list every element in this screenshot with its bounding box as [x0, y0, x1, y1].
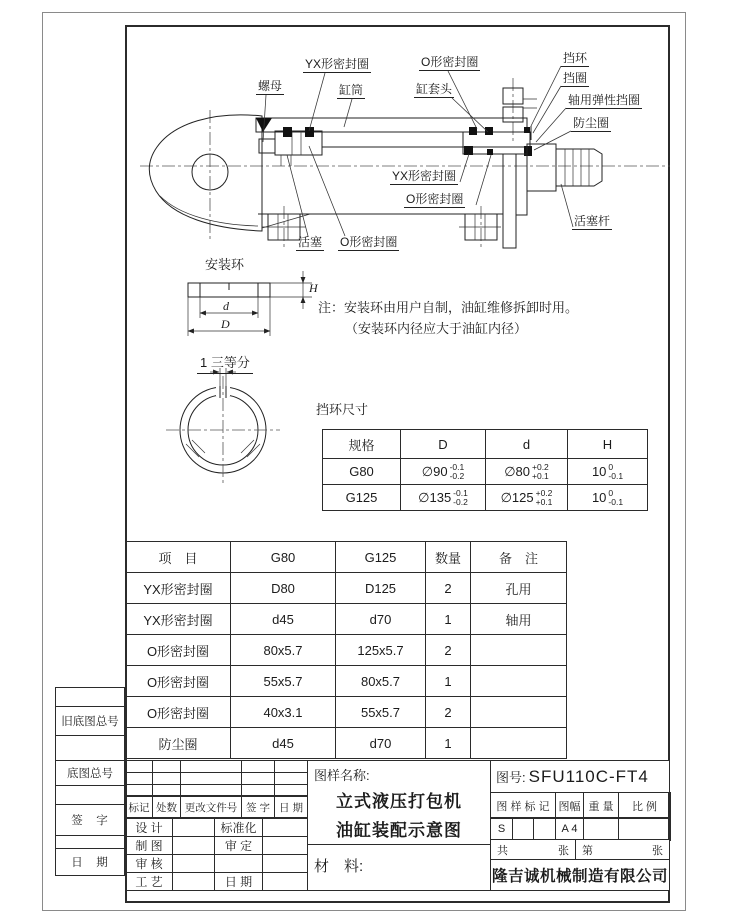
callout-piston: 活塞 — [298, 235, 323, 249]
sheets-total-cell — [490, 839, 576, 860]
value: ∅80 — [504, 463, 530, 479]
callout-stop-ring: 挡环 — [563, 51, 588, 65]
margin-empty — [55, 785, 125, 805]
rev-header-mark: 标记 — [126, 796, 153, 819]
cell — [153, 773, 181, 785]
tol-lower: +0.1 — [532, 470, 549, 481]
ring-cell-D — [401, 459, 486, 485]
margin-empty — [55, 735, 125, 761]
cell-qty: 1 — [426, 666, 471, 697]
three-split-text: 三等分 — [210, 355, 250, 370]
value: ∅90 — [421, 463, 448, 479]
material-label: 材 料: — [314, 858, 364, 875]
cell — [263, 873, 308, 891]
drawing-number-box — [490, 760, 670, 793]
callout-piston-rod: 活塞杆 — [574, 214, 611, 228]
rev-row — [126, 873, 308, 891]
stop-ring-dimension-table — [322, 429, 648, 511]
cell — [263, 855, 308, 873]
cell-g80: d45 — [231, 728, 336, 759]
sheets-index-unit: 张 — [652, 844, 663, 857]
ring-cell-H — [568, 459, 648, 485]
note-prefix: 注： — [318, 300, 345, 315]
seal-parts-table — [125, 541, 567, 759]
ring-cell-H — [568, 485, 648, 511]
cell-item: YX形密封圈 — [126, 604, 231, 635]
parts-row — [126, 604, 567, 635]
dim-D-label: D — [221, 317, 230, 331]
cell-g125: d70 — [336, 604, 426, 635]
parts-row — [126, 666, 567, 697]
callout-o-seal-top: O形密封圈 — [421, 55, 479, 69]
ring-cell-spec: G125 — [323, 485, 401, 511]
parts-row — [126, 728, 567, 759]
revision-empty-grid — [125, 760, 308, 797]
rev-header-docno: 更改文件号 — [181, 796, 242, 819]
callout-yx-seal-top: YX形密封圈 — [305, 57, 370, 71]
rev-header-count: 处数 — [153, 796, 181, 819]
note-line2: （安装环内径应大于油缸内径） — [345, 321, 528, 336]
cell-g80: 55x5.7 — [231, 666, 336, 697]
cell-g125: 80x5.7 — [336, 666, 426, 697]
rev-row — [126, 818, 308, 837]
ring-cell-d — [486, 485, 568, 511]
tol-lower: -0.1 — [608, 470, 624, 481]
parts-header-qty: 数量 — [426, 542, 471, 573]
ring-header-spec: 规格 — [323, 430, 401, 459]
tol-upper: -0.1 — [449, 462, 465, 472]
rev-standardization: 标准化 — [215, 818, 263, 837]
install-ring-title: 安装环 — [205, 257, 245, 272]
ring-table-title: 挡环尺寸 — [316, 402, 369, 417]
value: 10 — [591, 464, 607, 479]
tol-upper: +0.2 — [532, 462, 549, 472]
cell — [263, 818, 308, 837]
scale-value — [619, 818, 671, 841]
three-split-gap-value: 1 — [200, 355, 208, 370]
rev-header-date: 日 期 — [275, 796, 308, 819]
mark-value-row — [490, 817, 671, 841]
rev-row — [126, 855, 308, 873]
tol-upper: +0.2 — [535, 488, 553, 498]
cell-remark: 孔用 — [471, 573, 567, 604]
cell-g125: D125 — [336, 573, 426, 604]
drawing-number-label: 图号: — [496, 770, 526, 785]
sheets-total-prefix: 共 — [497, 844, 508, 857]
cell-qty: 2 — [426, 573, 471, 604]
drawing-name-box — [307, 760, 491, 845]
callout-head: 缸套头 — [416, 82, 453, 96]
cell — [126, 761, 153, 773]
cell-g80: d45 — [231, 604, 336, 635]
value: ∅135 — [418, 489, 452, 505]
scale-header: 比 例 — [619, 793, 671, 819]
parts-header-item: 项 目 — [126, 542, 231, 573]
margin-empty — [55, 835, 125, 849]
rev-design: 设 计 — [126, 818, 173, 837]
size-header: 图幅 — [556, 793, 584, 819]
value: ∅125 — [500, 489, 534, 505]
cell-g125: 125x5.7 — [336, 635, 426, 666]
company-box — [490, 859, 670, 891]
cell-remark — [471, 666, 567, 697]
weight-value — [584, 818, 619, 841]
callout-shaft-circlip: 轴用弹性挡圈 — [568, 93, 641, 107]
parts-row — [126, 635, 567, 666]
cell — [173, 873, 215, 891]
mark-value-s: S — [491, 818, 513, 841]
rev-header-sign: 签 字 — [242, 796, 275, 819]
margin-date: 日 期 — [55, 848, 125, 876]
cell — [215, 855, 263, 873]
rev-date: 日 期 — [215, 873, 263, 891]
cell-remark: 轴用 — [471, 604, 567, 635]
revision-signature-grid — [125, 817, 308, 891]
parts-header-g80: G80 — [231, 542, 336, 573]
rev-row — [126, 837, 308, 855]
cell — [173, 818, 215, 837]
mark-header: 图 样 标 记 — [491, 793, 556, 819]
tol-lower: +0.1 — [535, 496, 553, 507]
callout-nut: 螺母 — [258, 79, 283, 93]
cell-g80: D80 — [231, 573, 336, 604]
weight-header: 重 量 — [584, 793, 619, 819]
cell-g80: 80x5.7 — [231, 635, 336, 666]
tol-upper: -0.1 — [453, 488, 468, 498]
tol-lower: -0.2 — [449, 470, 465, 481]
parts-header-row — [126, 542, 567, 573]
parts-row — [126, 697, 567, 728]
sheets-total-unit: 张 — [558, 844, 569, 857]
cell — [534, 818, 556, 841]
ring-table-row-g80 — [323, 459, 648, 485]
cell — [173, 837, 215, 855]
rev-approve: 审 定 — [215, 837, 263, 855]
rev-check: 审 核 — [126, 855, 173, 873]
drawing-name-line2: 油缸装配示意图 — [336, 821, 462, 840]
margin-empty — [55, 687, 125, 707]
dim-H-label: H — [309, 281, 318, 295]
ring-header-d: d — [486, 430, 568, 459]
cell-qty: 2 — [426, 697, 471, 728]
tol-upper: 0 — [608, 488, 614, 498]
cell — [275, 761, 308, 773]
usage-note — [318, 297, 578, 339]
callout-dust-seal: 防尘圈 — [573, 116, 610, 130]
ring-cell-spec: G80 — [323, 459, 401, 485]
cell-item: 防尘圈 — [126, 728, 231, 759]
cell — [263, 837, 308, 855]
cell-remark — [471, 635, 567, 666]
cell — [153, 761, 181, 773]
cell — [181, 773, 242, 785]
revision-header-row — [125, 795, 308, 819]
margin-base-no: 底图总号 — [55, 760, 125, 786]
ring-table-header-row — [323, 430, 648, 459]
callout-o-seal-bottom: O形密封圈 — [340, 235, 398, 249]
sheet-size-value: A 4 — [556, 818, 584, 841]
note-line1: 安装环由用户自制，油缸维修拆卸时用。 — [344, 300, 579, 315]
cell-item: O形密封圈 — [126, 635, 231, 666]
callout-retainer-ring: 挡圈 — [563, 71, 588, 85]
cell-remark — [471, 697, 567, 728]
margin-label-stack — [55, 688, 125, 876]
ring-cell-d — [486, 459, 568, 485]
cell — [126, 773, 153, 785]
cell — [242, 761, 275, 773]
tol-lower: -0.1 — [608, 496, 624, 507]
install-ring-detail — [188, 271, 312, 336]
drawing-name-label: 图样名称: — [314, 768, 370, 783]
parts-header-remark: 备 注 — [471, 542, 567, 573]
tol-lower: -0.2 — [453, 496, 468, 507]
three-split-label — [197, 352, 253, 374]
cell-g125: 55x5.7 — [336, 697, 426, 728]
three-split-ring-view — [166, 368, 280, 486]
cell — [173, 855, 215, 873]
parts-header-g125: G125 — [336, 542, 426, 573]
cell-qty: 1 — [426, 728, 471, 759]
material-box — [307, 844, 491, 891]
cell — [513, 818, 534, 841]
margin-old-base-no: 旧底图总号 — [55, 706, 125, 736]
ring-cell-D — [401, 485, 486, 511]
rev-draft: 制 图 — [126, 837, 173, 855]
cell-item: O形密封圈 — [126, 697, 231, 728]
cell-qty: 2 — [426, 635, 471, 666]
company-name: 隆吉诚机械制造有限公司 — [491, 868, 668, 885]
dim-d-label: d — [223, 299, 229, 313]
sheets-index-prefix: 第 — [582, 844, 593, 857]
cell — [181, 761, 242, 773]
drawing-number-value: SFU110C-FT4 — [528, 766, 649, 786]
cell-item: YX形密封圈 — [126, 573, 231, 604]
ring-header-D: D — [401, 430, 486, 459]
mark-header-row — [490, 792, 671, 819]
sheets-index-cell — [575, 839, 670, 860]
ring-table-row-g125 — [323, 485, 648, 511]
callout-yx-seal-mid: YX形密封圈 — [392, 169, 457, 183]
cell — [275, 773, 308, 785]
callout-o-seal-mid: O形密封圈 — [406, 192, 464, 206]
tol-upper: 0 — [608, 462, 614, 472]
cell-item: O形密封圈 — [126, 666, 231, 697]
cell-g80: 40x3.1 — [231, 697, 336, 728]
revision-empty-row — [126, 773, 308, 785]
ring-header-H: H — [568, 430, 648, 459]
drawing-name-line1: 立式液压打包机 — [336, 792, 462, 811]
value: 10 — [591, 490, 607, 505]
margin-signature: 签 字 — [55, 804, 125, 836]
callout-barrel: 缸筒 — [339, 83, 364, 97]
revision-empty-row — [126, 761, 308, 773]
cell-g125: d70 — [336, 728, 426, 759]
cell — [242, 773, 275, 785]
cell-remark — [471, 728, 567, 759]
rev-process: 工 艺 — [126, 873, 173, 891]
parts-row — [126, 573, 567, 604]
cell-qty: 1 — [426, 604, 471, 635]
